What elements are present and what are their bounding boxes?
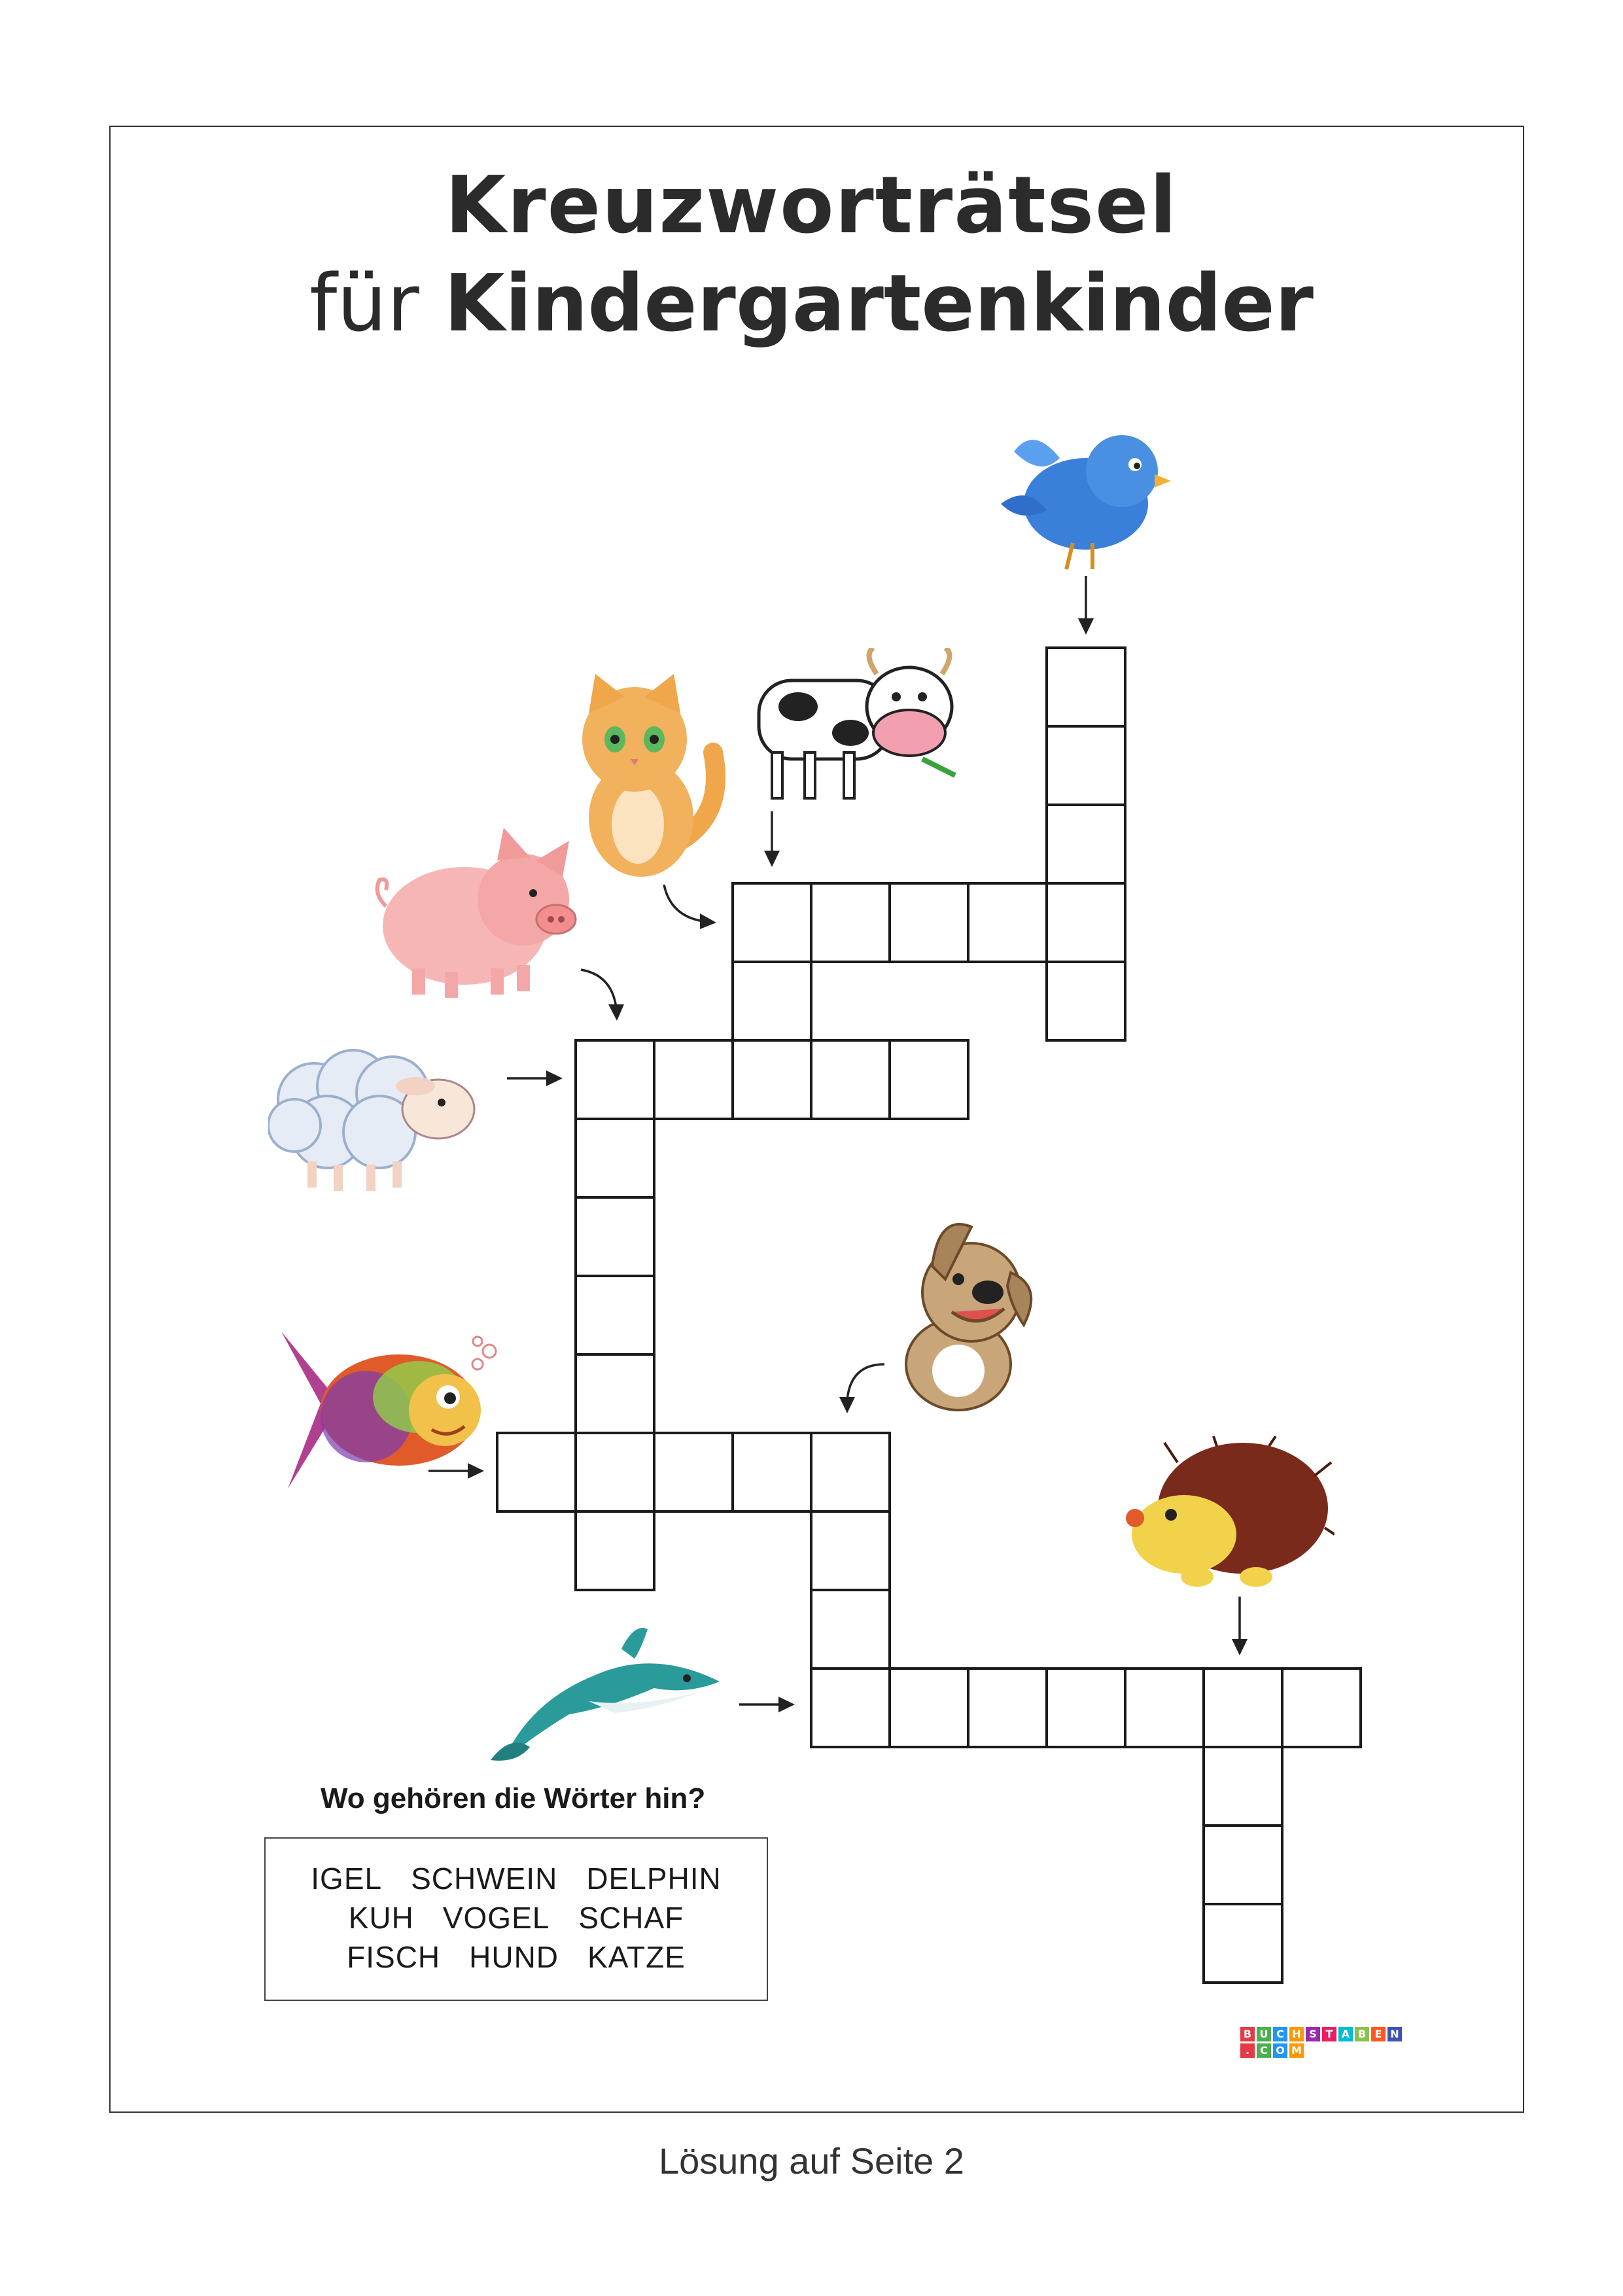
arrow-cow-head xyxy=(764,851,780,867)
logo-letter: T xyxy=(1322,2027,1336,2041)
crossword-cell[interactable] xyxy=(576,1433,654,1511)
crossword-cell[interactable] xyxy=(811,1040,890,1119)
crossword-cell[interactable] xyxy=(890,1669,968,1747)
word-list-box xyxy=(264,1837,768,2001)
crossword-cell[interactable] xyxy=(811,1590,890,1669)
sheep-icon xyxy=(268,1034,484,1197)
logo-letter: M xyxy=(1289,2043,1304,2058)
word-row xyxy=(266,1861,767,1896)
bird-icon xyxy=(994,412,1171,576)
crossword-cell[interactable] xyxy=(1047,1669,1125,1747)
crossword-cell[interactable] xyxy=(576,1197,654,1276)
crossword-cell[interactable] xyxy=(811,1511,890,1590)
crossword-cell[interactable] xyxy=(576,1040,654,1119)
word-hund: HUND xyxy=(469,1940,559,1974)
logo-row-1 xyxy=(1240,2027,1404,2041)
hedgehog-icon xyxy=(1125,1436,1335,1593)
crossword-cell[interactable] xyxy=(811,883,890,962)
arrow-pig xyxy=(581,970,616,1008)
cow-icon xyxy=(746,648,968,818)
crossword-cell[interactable] xyxy=(968,1669,1047,1747)
logo-letter: A xyxy=(1338,2027,1353,2041)
pig-icon xyxy=(373,828,582,998)
crossword-cell[interactable] xyxy=(576,1511,654,1590)
fish-icon xyxy=(281,1325,504,1495)
crossword-cell[interactable] xyxy=(1047,648,1125,726)
crossword-cell[interactable] xyxy=(968,883,1047,962)
buchstaben-logo xyxy=(1240,2027,1404,2058)
logo-letter: C xyxy=(1257,2043,1271,2058)
crossword-cell[interactable] xyxy=(733,1433,811,1511)
crossword-cell[interactable] xyxy=(1047,726,1125,805)
crossword-cell[interactable] xyxy=(1204,1904,1282,1983)
arrow-hedgehog-head xyxy=(1232,1639,1248,1655)
crossword-cell[interactable] xyxy=(811,1669,890,1747)
crossword-cell[interactable] xyxy=(733,962,811,1040)
footer-note: Lösung auf Seite 2 xyxy=(658,2140,965,2181)
crossword-cell[interactable] xyxy=(654,1433,733,1511)
logo-letter: C xyxy=(1273,2027,1287,2041)
crossword-cell[interactable] xyxy=(1047,962,1125,1040)
logo-letter: O xyxy=(1273,2043,1287,2058)
logo-letter: N xyxy=(1387,2027,1402,2041)
word-row xyxy=(266,1900,767,1935)
arrow-cat xyxy=(664,885,703,921)
subtitle-prefix: für xyxy=(309,258,419,349)
arrow-dog-head xyxy=(839,1397,855,1413)
word-katze: KATZE xyxy=(587,1940,686,1974)
logo-letter: B xyxy=(1240,2027,1255,2041)
logo-letter: B xyxy=(1355,2027,1369,2041)
arrow-bird-head xyxy=(1078,618,1094,635)
crossword-cell[interactable] xyxy=(1047,805,1125,883)
crossword-cell[interactable] xyxy=(1047,883,1125,962)
crossword-cell[interactable] xyxy=(733,1040,811,1119)
arrow-dolphin-head xyxy=(778,1697,795,1712)
crossword-cell[interactable] xyxy=(576,1119,654,1197)
dog-icon xyxy=(880,1214,1043,1423)
arrow-dog xyxy=(847,1364,884,1400)
arrow-pig-head xyxy=(608,1004,624,1021)
word-schaf: SCHAF xyxy=(578,1901,684,1935)
crossword-cell[interactable] xyxy=(1204,1826,1282,1904)
dolphin-icon xyxy=(491,1610,733,1767)
crossword-cell[interactable] xyxy=(1204,1669,1282,1747)
logo-letter: S xyxy=(1306,2027,1320,2041)
word-fisch: FISCH xyxy=(347,1940,441,1974)
crossword-cell[interactable] xyxy=(497,1433,576,1511)
word-delphin: DELPHIN xyxy=(586,1862,722,1896)
word-kuh: KUH xyxy=(348,1901,414,1935)
logo-row-2 xyxy=(1240,2043,1404,2058)
crossword-cell[interactable] xyxy=(576,1354,654,1433)
word-row xyxy=(266,1939,767,1975)
instruction-text: Wo gehören die Wörter hin? xyxy=(321,1782,706,1814)
crossword-cell[interactable] xyxy=(654,1040,733,1119)
subtitle-bold: Kindergartenkinder xyxy=(444,258,1314,349)
crossword-cell[interactable] xyxy=(890,883,968,962)
word-igel: IGEL xyxy=(311,1862,383,1896)
arrow-sheep-head xyxy=(546,1070,563,1086)
logo-letter: E xyxy=(1371,2027,1386,2041)
arrow-cat-head xyxy=(700,913,716,929)
logo-letter: . xyxy=(1240,2043,1255,2058)
crossword-cell[interactable] xyxy=(1204,1747,1282,1826)
crossword-cell[interactable] xyxy=(890,1040,968,1119)
logo-letter: U xyxy=(1257,2027,1271,2041)
crossword-cell[interactable] xyxy=(576,1276,654,1354)
logo-letter: H xyxy=(1289,2027,1304,2041)
word-vogel: VOGEL xyxy=(442,1901,550,1935)
crossword-cell[interactable] xyxy=(1125,1669,1204,1747)
crossword-cell[interactable] xyxy=(811,1433,890,1511)
page-title: Kreuzworträtsel xyxy=(445,160,1178,251)
word-schwein: SCHWEIN xyxy=(411,1862,558,1896)
cat-icon xyxy=(563,674,733,883)
crossword-cell[interactable] xyxy=(733,883,811,962)
crossword-cell[interactable] xyxy=(1282,1669,1361,1747)
